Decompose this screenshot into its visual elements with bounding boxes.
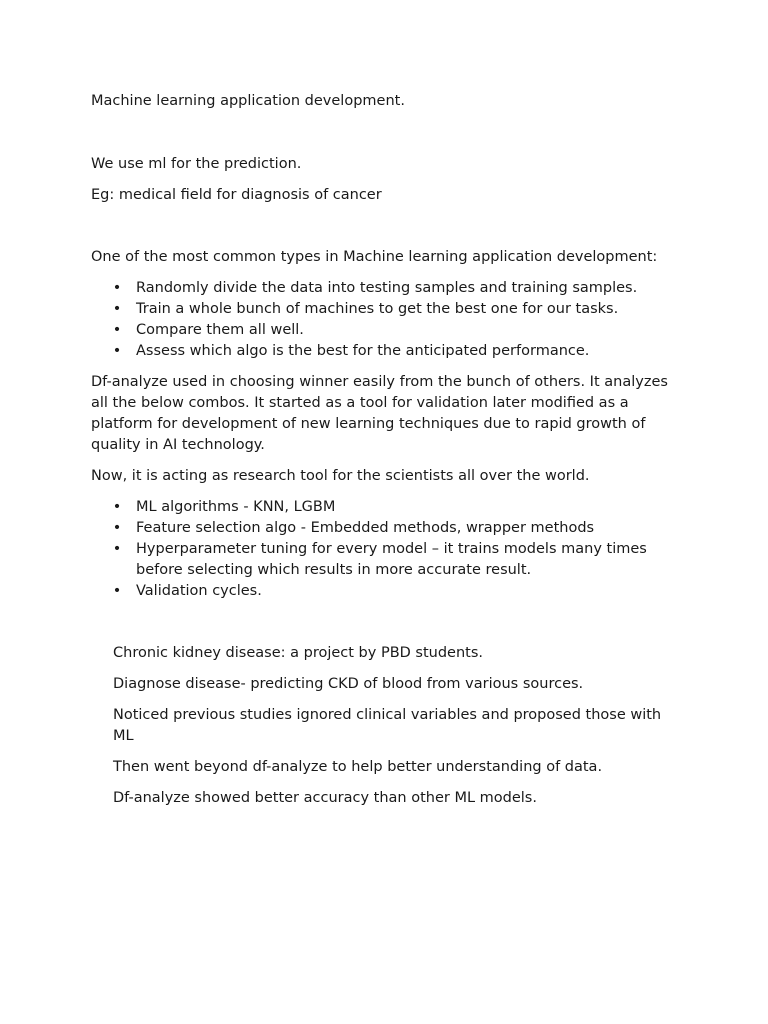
bullet-icon: • [112,583,122,599]
list-item-text: Assess which algo is the best for the anticipated performance. [136,343,590,359]
ckd-paragraph-noticed: Noticed previous studies ignored clinical variables and proposed those with ML [113,707,662,744]
section-spacer [91,612,681,643]
features-list [91,497,681,602]
ckd-section [91,643,681,809]
document-title: Machine learning application development. [91,93,405,109]
list-item-text: Compare them all well. [136,322,304,338]
list-item [91,581,681,602]
paragraph-use: We use ml for the prediction. [91,156,302,172]
list-item-text: Feature selection algo - Embedded methods, wrapper methods [136,520,595,536]
list-item-text: Randomly divide the data into testing samples and training samples. [136,280,638,296]
bullet-icon: • [112,343,122,359]
list-item [91,299,681,320]
bullet-icon: • [112,520,122,536]
paragraph-example: Eg: medical field for diagnosis of cancer [91,187,382,203]
list-item [91,341,681,362]
bullet-icon: • [112,499,122,515]
list-item-text: Hyperparameter tuning for every model – it trains models many times before selecting which results in more accurate result. [136,541,647,578]
bullet-icon: • [112,280,122,296]
list-item [91,278,681,299]
list-item-text: Validation cycles. [136,583,262,599]
list-item [91,539,681,581]
bullet-icon: • [112,322,122,338]
steps-list [91,278,681,362]
paragraph-dfanalyze: Df-analyze used in choosing winner easily from the bunch of others. It analyzes all the below combos. It started as a tool for validation later modified as a platform for development of new learning techniques due to rapid growth of quality in AI technology. [91,374,668,453]
list-item [91,518,681,539]
bullet-icon: • [112,541,122,557]
ckd-paragraph-diagnose: Diagnose disease- predicting CKD of blood from various sources. [113,676,584,692]
paragraph-types: One of the most common types in Machine learning application development: [91,249,658,265]
list-item [91,497,681,518]
list-item [91,320,681,341]
list-item-text: ML algorithms - KNN, LGBM [136,499,336,515]
list-item-text: Train a whole bunch of machines to get the best one for our tasks. [136,301,619,317]
ckd-paragraph-project: Chronic kidney disease: a project by PBD students. [113,645,484,661]
ckd-paragraph-beyond: Then went beyond df-analyze to help better understanding of data. [113,759,603,775]
ckd-paragraph-accuracy: Df-analyze showed better accuracy than other ML models. [113,790,537,806]
document-body [91,91,681,819]
paragraph-now: Now, it is acting as research tool for the scientists all over the world. [91,468,590,484]
bullet-icon: • [112,301,122,317]
